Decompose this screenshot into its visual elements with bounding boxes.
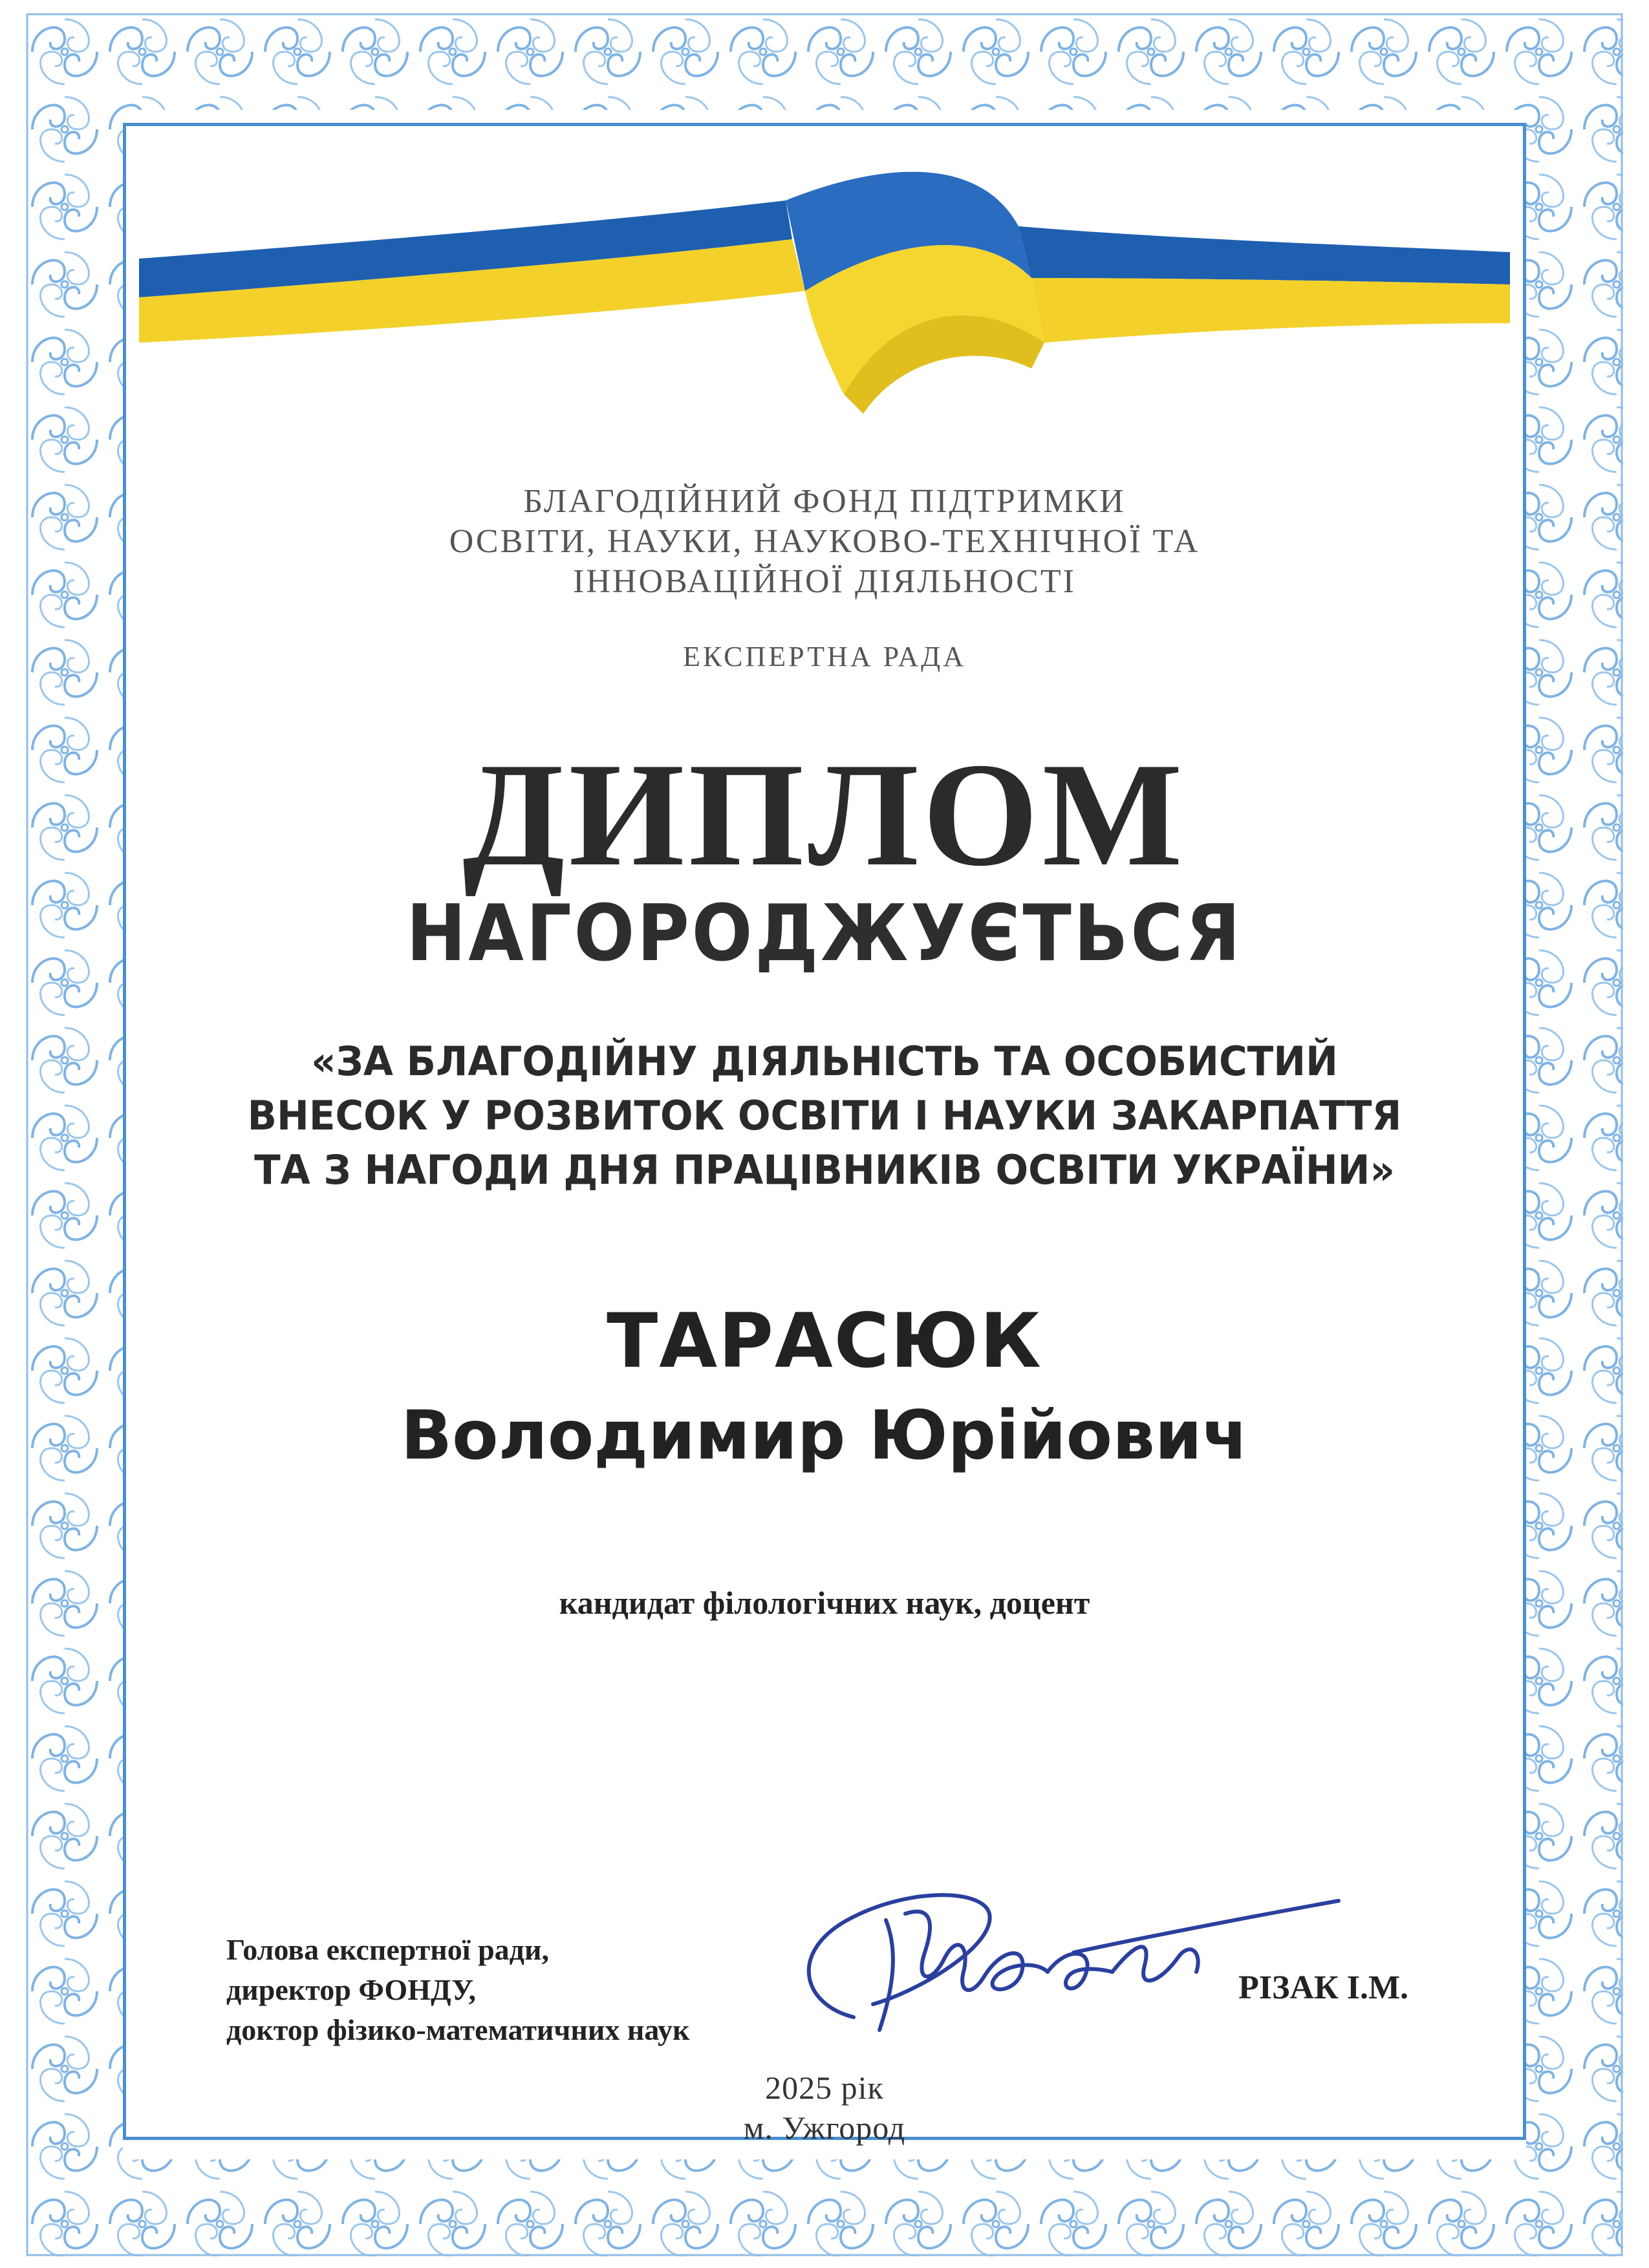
signatory-position-line-1: Голова експертної ради,	[226, 1933, 549, 1966]
award-reason	[129, 1034, 1520, 1197]
awarded-heading: НАГОРОДЖУЄТЬСЯ	[406, 889, 1243, 979]
foundation-name	[129, 482, 1520, 602]
signatory-name: РІЗАК І.М.	[1238, 1969, 1409, 2006]
expert-council: ЕКСПЕРТНА РАДА	[683, 641, 966, 672]
issue-year: 2025 рік	[765, 2070, 884, 2106]
flag-ribbon-icon	[139, 149, 1510, 420]
signatory-position-line-2: директор ФОНДУ,	[226, 1973, 476, 2006]
foundation-line-1: БЛАГОДІЙНИЙ ФОНД ПІДТРИМКИ	[523, 483, 1126, 520]
award-reason-line-2: ВНЕСОК У РОЗВИТОК ОСВІТИ І НАУКИ ЗАКАРПАТТЯ	[247, 1092, 1402, 1139]
foundation-line-3: ІННОВАЦІЙНОЇ ДІЯЛЬНОСТІ	[573, 563, 1076, 600]
recipient-given-names: Володимир Юрійович	[400, 1396, 1249, 1475]
recipient-degree: кандидат філологічних наук, доцент	[559, 1585, 1090, 1621]
award-reason-line-1: «ЗА БЛАГОДІЙНУ ДІЯЛЬНІСТЬ ТА ОСОБИСТИЙ	[311, 1038, 1338, 1085]
award-reason-line-3: ТА З НАГОДИ ДНЯ ПРАЦІВНИКІВ ОСВІТИ УКРАЇНИ»	[254, 1146, 1395, 1193]
diploma-title: ДИПЛОМ	[462, 732, 1187, 897]
issue-city: м. Ужгород	[743, 2110, 906, 2146]
signatory-position	[226, 1930, 690, 2050]
foundation-line-2: ОСВІТИ, НАУКИ, НАУКОВО-ТЕХНІЧНОЇ ТА	[449, 523, 1200, 560]
recipient-surname: ТАРАСЮК	[607, 1298, 1042, 1385]
signatory-position-line-3: доктор фізико-математичних наук	[226, 2013, 690, 2046]
